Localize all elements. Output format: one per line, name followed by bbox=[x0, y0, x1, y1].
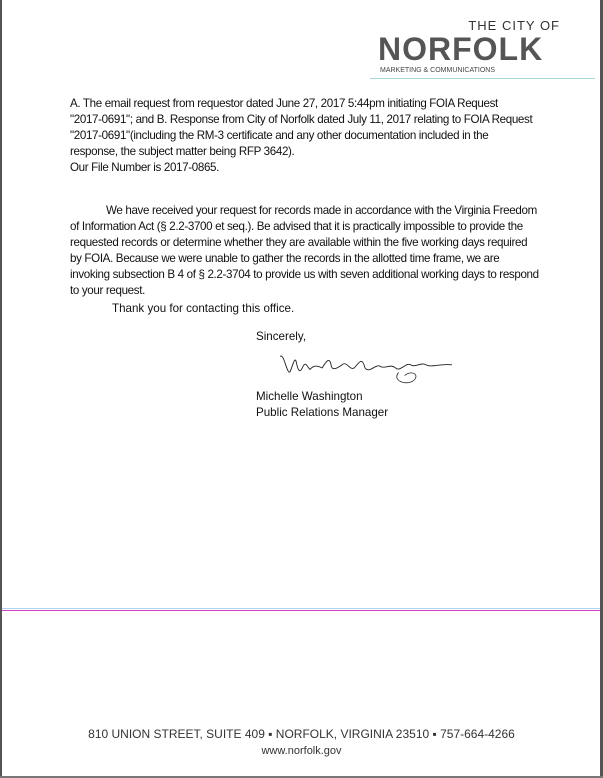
intro-line: Our File Number is 2017-0865. bbox=[70, 161, 220, 174]
page-border-left bbox=[0, 0, 2, 778]
body-line: requested records or determine whether they are available within the five working days required bbox=[70, 236, 528, 249]
footer-website: www.norfolk.gov bbox=[261, 745, 342, 757]
body-line: to your request. bbox=[70, 284, 145, 297]
body-line: We have received your request for records made in accordance with the Virginia Freedom bbox=[106, 204, 537, 217]
body-line: of Information Act (§ 2.2-3700 et seq.). Be advised that it is practically impossible to provide the bbox=[70, 220, 523, 233]
intro-line: "2017-0691"; and B. Response from City of Norfolk dated July 11, 2017 relating to FOIA Request bbox=[70, 113, 533, 126]
footer-divider-magenta bbox=[2, 610, 600, 611]
signer-title: Public Relations Manager bbox=[256, 406, 389, 419]
body-line: by FOIA. Because we were unable to gather the records in the allotted time frame, we are bbox=[70, 252, 500, 265]
logo-subtitle: MARKETING & COMMUNICATIONS bbox=[380, 67, 495, 74]
logo-main-text: NORFOLK bbox=[378, 31, 544, 67]
handwritten-signature bbox=[248, 345, 488, 392]
intro-line: "2017-0691"(including the RM-3 certificate and any other documentation included in the bbox=[70, 129, 489, 142]
thanks-text: Thank you for contacting this office. bbox=[112, 302, 295, 315]
signer-name: Michelle Washington bbox=[256, 390, 363, 403]
city-of-norfolk-logo bbox=[378, 18, 568, 76]
footer-divider-blue bbox=[2, 608, 600, 609]
intro-paragraph bbox=[70, 96, 595, 176]
intro-line: A. The email request from requestor dated June 27, 2017 5:44pm initiating FOIA Request bbox=[70, 97, 498, 110]
body-line: invoking subsection B 4 of § 2.2-3704 to provide us with seven additional working days to respond bbox=[70, 268, 539, 281]
body-paragraph bbox=[70, 203, 595, 299]
intro-line: response, the subject matter being RFP 3642). bbox=[70, 145, 295, 158]
letterhead-divider bbox=[370, 78, 595, 79]
footer-address: 810 UNION STREET, SUITE 409 ▪ NORFOLK, VIRGINIA 23510 ▪ 757-664-4266 bbox=[88, 727, 515, 741]
logo-top-text: THE CITY OF bbox=[468, 18, 560, 33]
closing-text: Sincerely, bbox=[256, 330, 307, 343]
